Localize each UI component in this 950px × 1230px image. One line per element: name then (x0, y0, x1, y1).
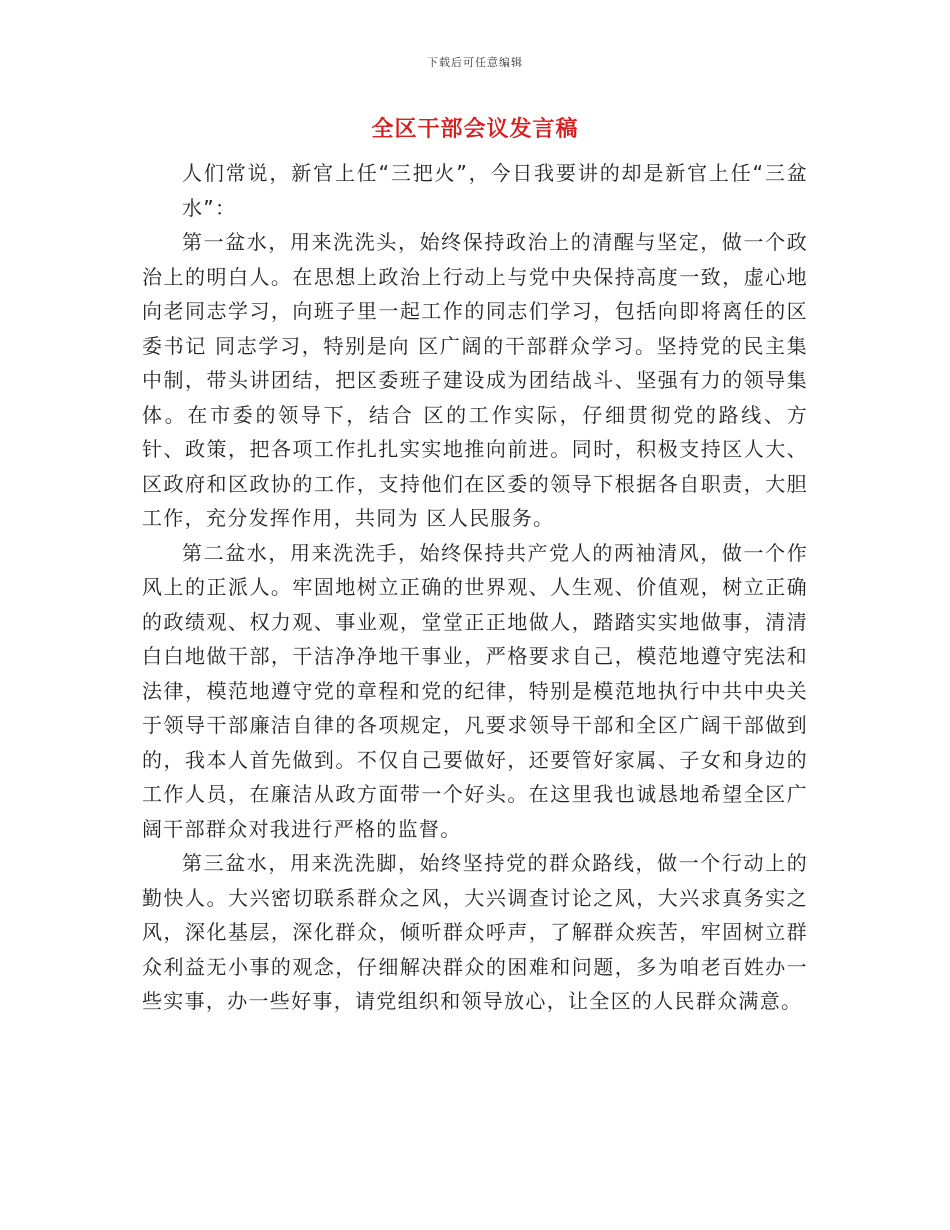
paragraph-third-basin: 第三盆水，用来洗洗脚，始终坚持党的群众路线，做一个行动上的勤快人。大兴密切联系群众之风，大兴调查讨论之风，大兴求真务实之风，深化基层，深化群众，倾听群众呼声，了解群众疾苦，牢固树立群众利益无小事的观念，仔细解决群众的困难和问题，多为咱老百姓办一些实事，办一些好事，请党组织和领导放心，让全区的人民群众满意。 (142, 851, 808, 1013)
paragraph-second-basin: 第二盆水，用来洗洗手，始终保持共产党人的两袖清风，做一个作风上的正派人。牢固地树立正确的世界观、人生观、价值观，树立正确的政绩观、权力观、事业观，堂堂正正地做人，踏踏实实地做事，清清白白地做干部，干洁净净地干事业，严格要求自己，模范地遵守宪法和法律，模范地遵守党的章程和党的纪律，特别是模范地执行中共中央关于领导干部廉洁自律的各项规定，凡要求领导干部和全区广阔干部做到的，我本人首先做到。不仅自己要做好，还要管好家属、子女和身边的工作人员，在廉洁从政方面带一个好头。在这里我也诚恳地希望全区广阔干部群众对我进行严格的监督。 (142, 540, 808, 841)
header-note: 下载后可任意编辑 (427, 56, 523, 69)
document-body (142, 156, 808, 1019)
opening-paragraph: 人们常说，新官上任“三把火”，今日我要讲的却是新官上任“三盆水”： (182, 161, 808, 220)
document-title: 全区干部会议发言稿 (371, 117, 579, 142)
paragraph-first-basin: 第一盆水，用来洗洗头，始终保持政治上的清醒与坚定，做一个政治上的明白人。在思想上政治上行动上与党中央保持高度一致，虚心地向老同志学习，向班子里一起工作的同志们学习，包括向即将离任的区委书记 同志学习，特别是向 区广阔的干部群众学习。坚持党的民主集中制，带头讲团结，把区委班子建设成为团结战斗、坚强有力的领导集体。在市委的领导下，结合 区的工作实际，仔细贯彻党的路线、方针、政策，把各项工作扎扎实实地推向前进。同时，积极支持区人大、区政府和区政协的工作，支持他们在区委的领导下根据各自职责，大胆工作，充分发挥作用，共同为 区人民服务。 (142, 230, 808, 530)
